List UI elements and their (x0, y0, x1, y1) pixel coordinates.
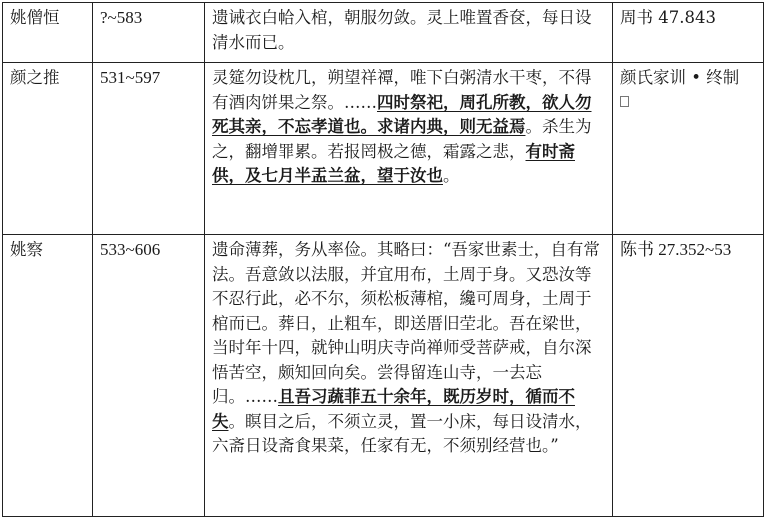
source-cell (613, 235, 764, 517)
source-text: 周书 47.843 (620, 8, 716, 27)
lifespan-cell: 531~597 (93, 63, 205, 235)
lifespan-cell: ?~583 (93, 3, 205, 63)
emphasized-text-segment: 有时斋供，及七月半盂兰盆，望于汝也 (212, 141, 575, 185)
emphasized-text-segment: 且吾习蔬菲五十余年，既历岁时，循而不失 (212, 387, 575, 431)
text-segment: 灵筵勿设枕几，朔望祥禫，唯下白粥清水干枣，不得有酒肉饼果之祭。…… (212, 68, 592, 112)
instruction-text-cell (205, 235, 613, 517)
source-text: 颜氏家训 • 终制 (620, 68, 740, 87)
burial-instructions-table (2, 2, 764, 517)
source-cell (613, 63, 764, 235)
table-row (3, 3, 764, 63)
missing-glyph-icon (620, 96, 629, 107)
emphasized-text-segment: 四时祭祀，周孔所教，欲人勿死其亲，不忘孝道也。求诸内典，则无益焉 (212, 92, 592, 136)
source-text: 陈书 27.352~53 (620, 240, 732, 259)
instruction-text-cell (205, 63, 613, 235)
person-name-cell: 姚察 (3, 235, 93, 517)
table-row (3, 63, 764, 235)
lifespan-cell: 533~606 (93, 235, 205, 517)
text-segment: 。杀生为之，翻增罪累。若报罔极之德，霜露之悲， (212, 117, 592, 161)
table-row (3, 235, 764, 517)
source-cell (613, 3, 764, 63)
text-segment: 。 (443, 166, 460, 185)
instruction-text-cell (205, 3, 613, 63)
person-name-cell: 颜之推 (3, 63, 93, 235)
person-name-cell: 姚僧恒 (3, 3, 93, 63)
text-segment: 遗命薄葬，务从率俭。其略曰：“吾家世素士，自有常法。吾意敛以法服，并宜用布，土周于身。又恐汝等不忍行此，必不尔，须松板薄棺，纔可周身，土周于棺而已。葬日，止粗车，即送厝旧茔北。吾在梁世，当时年十四，就钟山明庆寺尚禅师受菩萨戒，自尔深悟苦空，颇知回向矣。尝得留连山寺，一去忘归。…… (212, 240, 600, 406)
text-segment: 。瞑目之后，不须立灵，置一小床，每日设清水，六斋日设斋食果菜，任家有无，不须别经营也。” (212, 411, 592, 455)
text-segment: 遗诫衣白帢入棺，朝服勿敛。灵上唯置香奁，每日设清水而已。 (212, 8, 592, 52)
